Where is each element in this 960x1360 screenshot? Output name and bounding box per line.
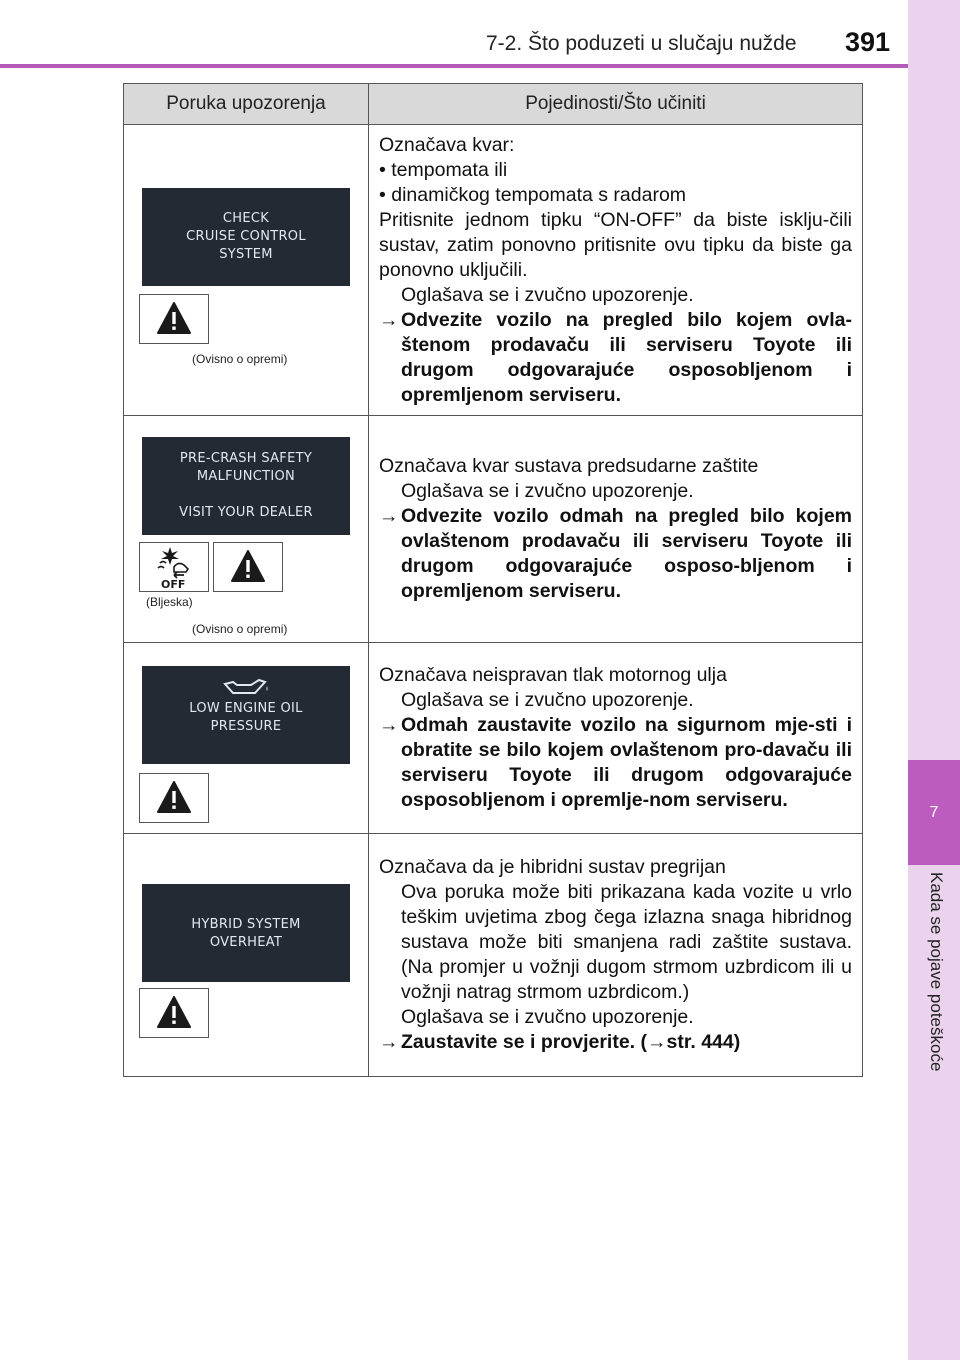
arrow-icon: → xyxy=(379,714,399,736)
message-cell xyxy=(124,834,369,1077)
details-cell xyxy=(369,643,863,834)
section-title: 7-2. Što poduzeti u slučaju nužde xyxy=(486,32,797,55)
display-screen xyxy=(142,188,350,286)
off-label: OFF xyxy=(161,578,186,589)
screen-line: SYSTEM xyxy=(219,247,273,262)
details-cell xyxy=(369,416,863,643)
bullet-item: • dinamičkog tempomata s radarom xyxy=(379,183,687,206)
description: Označava da je hibridni sustav pregrijan xyxy=(379,856,726,878)
table-row xyxy=(124,125,863,416)
page-number: 391 xyxy=(845,27,891,57)
action-label: Odvezite vozilo na pregled bilo kojem ovla-štenom prodavaču ili serviseru Toyote ili drugom odgovarajuće osposobljenom i opremljenom serviseru. xyxy=(401,308,852,406)
chapter-number: 7 xyxy=(929,803,939,821)
action-label: Zaustavite se i provjerite. ( xyxy=(401,1031,648,1053)
arrow-icon: → xyxy=(379,308,399,331)
arrow-icon: → xyxy=(379,1031,399,1053)
warning-triangle-icon xyxy=(139,773,209,823)
table-row xyxy=(124,416,863,643)
chapter-number-tab xyxy=(908,760,960,865)
screen-line: VISIT YOUR DEALER xyxy=(179,505,313,520)
table-row xyxy=(124,834,863,1077)
reference-arrow: → xyxy=(647,1031,667,1053)
side-tab-top xyxy=(908,0,960,760)
oil-can-icon xyxy=(221,674,271,696)
arrow-icon: → xyxy=(379,505,399,527)
bullet-item: • tempomata ili xyxy=(379,158,508,181)
sound-note: Oglašava se i zvučno upozorenje. xyxy=(401,1006,694,1028)
header-rule xyxy=(0,64,908,68)
details-cell xyxy=(369,834,863,1077)
column-header-message: Poruka upozorenja xyxy=(124,84,369,125)
screen-line: LOW ENGINE OIL xyxy=(189,701,303,716)
pre-crash-off-icon xyxy=(139,542,209,592)
warning-triangle-icon xyxy=(213,542,283,592)
warning-table xyxy=(123,83,863,1077)
equipment-note: (Ovisno o opremi) xyxy=(192,622,288,636)
message-cell xyxy=(124,416,369,643)
explanation: Ova poruka može biti prikazana kada vozite u vrlo teškim uvjetima zbog čega izlazna snaga hibridnog sustava može biti smanjena radi zaštite sustava. (Na promjer u vožnji dugom strmom uzbrdicom ili u vožnji natrag strmom uzbrdicom.) xyxy=(401,881,852,1003)
display-screen xyxy=(142,437,350,535)
screen-line: MALFUNCTION xyxy=(196,469,296,484)
action-text xyxy=(379,308,852,408)
instruction: Pritisnite jednom tipku “ON-OFF” da biste isklju-čili sustav, zatim ponovno pritisnite ovu tipku da biste ga ponovno uključili. xyxy=(379,208,852,281)
chapter-title: Kada se pojave poteškoće xyxy=(927,872,946,1072)
display-screen xyxy=(142,666,350,764)
details-cell xyxy=(369,125,863,416)
screen-line xyxy=(142,486,350,504)
display-screen xyxy=(142,884,350,982)
sound-note: Oglašava se i zvučno upozorenje. xyxy=(401,689,694,711)
action-text xyxy=(379,1030,852,1055)
message-cell xyxy=(124,643,369,834)
sound-note: Oglašava se i zvučno upozorenje. xyxy=(401,480,694,502)
action-label: Odmah zaustavite vozilo na sigurnom mje-sti i obratite se bilo kojem ovlaštenom pro-davaču ili serviseru Toyote ili drugom odgovarajuće osposobljenom i opremlje-nom serviseru. xyxy=(401,714,852,811)
screen-line: CRUISE CONTROL xyxy=(186,229,306,244)
screen-line: PRESSURE xyxy=(210,719,282,734)
flash-note: (Bljeska) xyxy=(146,595,193,609)
description: Označava neispravan tlak motornog ulja xyxy=(379,664,727,686)
screen-line: CHECK xyxy=(222,211,270,226)
warning-triangle-icon xyxy=(139,988,209,1038)
description: Označava kvar: xyxy=(379,133,515,156)
screen-line: HYBRID SYSTEM xyxy=(191,917,301,932)
description: Označava kvar sustava predsudarne zaštite xyxy=(379,455,759,477)
warning-triangle-icon xyxy=(139,294,209,344)
page-reference[interactable]: str. 444) xyxy=(666,1031,741,1053)
action-text xyxy=(379,504,852,604)
table-row xyxy=(124,643,863,834)
screen-line: PRE-CRASH SAFETY xyxy=(179,451,313,466)
column-header-details: Pojedinosti/Što učiniti xyxy=(369,84,863,125)
action-text xyxy=(379,713,852,813)
message-cell xyxy=(124,125,369,416)
equipment-note: (Ovisno o opremi) xyxy=(192,352,288,366)
screen-line: OVERHEAT xyxy=(209,935,283,950)
sound-note: Oglašava se i zvučno upozorenje. xyxy=(401,283,694,306)
action-label: Odvezite vozilo odmah na pregled bilo kojem ovlaštenom prodavaču ili serviseru Toyote ili drugom odgovarajuće osposo-bljenom i opremljenom serviseru. xyxy=(401,505,852,602)
table-header-row xyxy=(124,84,863,125)
